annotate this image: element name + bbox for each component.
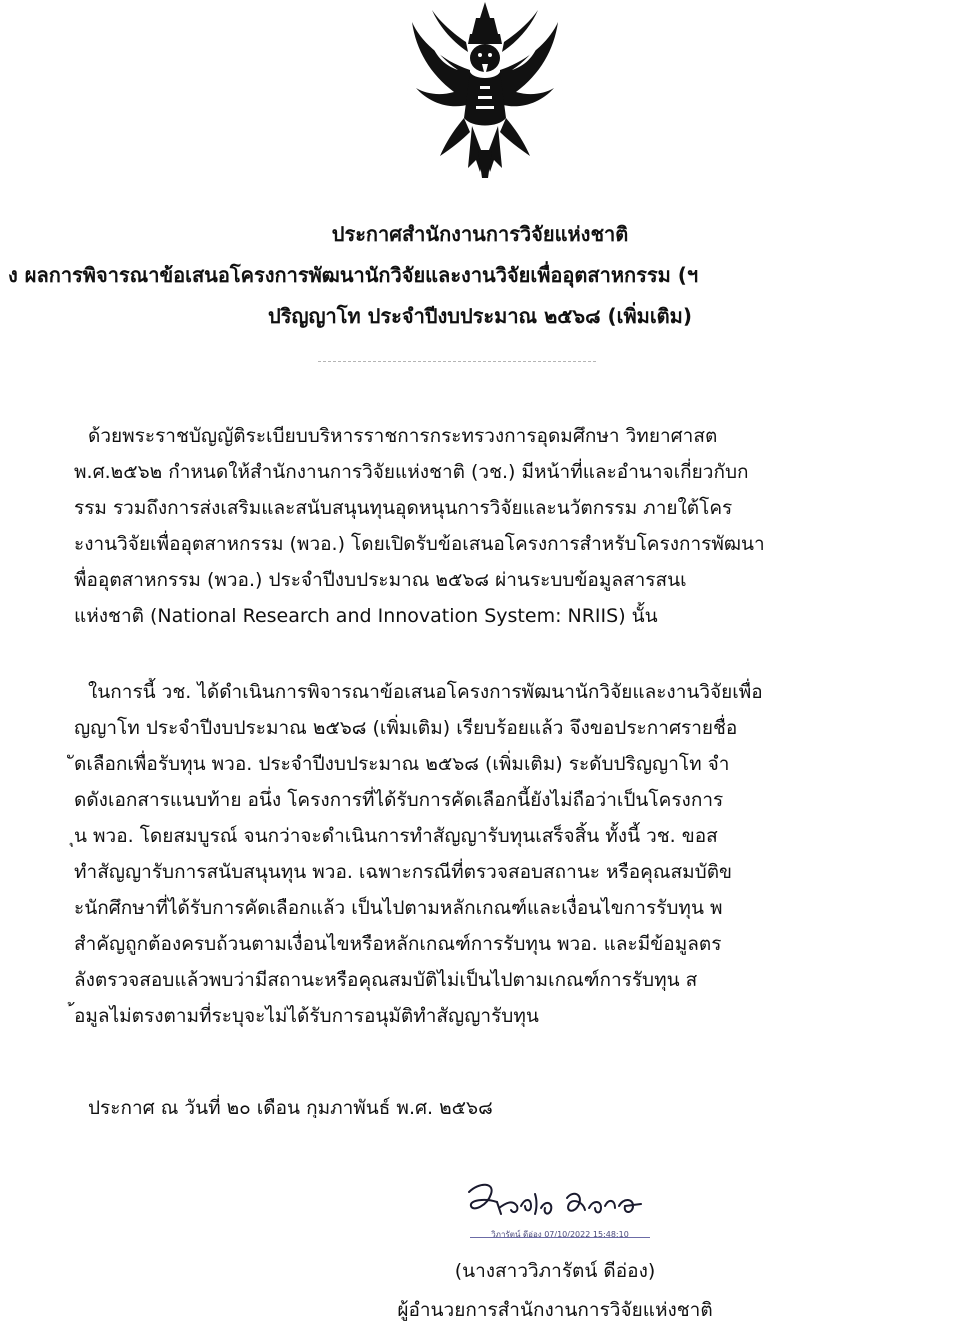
paragraph1-line: พื่ออุตสาหกรรม (พวอ.) ประจำปีงบประมาณ ๒๕๖๘ ผ่านระบบข้อมูลสารสนเ (74, 569, 687, 591)
paragraph1-line: รรม รวมถึงการส่งเสริมและสนับสนุนทุนอุดหนุนการวิจัยและนวัตกรรม ภายใต้โคร (74, 497, 733, 519)
handwritten-signature (455, 1172, 655, 1232)
paragraph2-line: ในการนี้ วช. ได้ดำเนินการพิจารณาข้อเสนอโครงการพัฒนานักวิจัยและงานวิจัยเพื่อ (88, 681, 763, 703)
title-line-1: ประกาศสำนักงานการวิจัยแห่งชาติ (331, 222, 629, 246)
signer-name: (นางสาววิภารัตน์ ดีอ่อง) (454, 1260, 656, 1282)
signer-position: ผู้อำนวยการสำนักงานการวิจัยแห่งชาติ (397, 1299, 713, 1321)
garuda-emblem-icon (410, 0, 560, 180)
signature-caption: วิภารัตน์ ดีอ่อง 07/10/2022 15:48:10 (491, 1230, 629, 1239)
paragraph1-line: ะงานวิจัยเพื่ออุตสาหกรรม (พวอ.) โดยเปิดรับข้อเสนอโครงการสำหรับโครงการพัฒนา (74, 533, 765, 555)
paragraph2-line: ้อมูลไม่ตรงตามที่ระบุจะไม่ได้รับการอนุมัติทำสัญญารับทุน (74, 1005, 539, 1027)
paragraph2-line: ะนักศึกษาที่ได้รับการคัดเลือกแล้ว เป็นไปตามหลักเกณฑ์และเงื่อนไขการรับทุน พ (74, 897, 723, 919)
paragraph2-line: ัดเลือกเพื่อรับทุน พวอ. ประจำปีงบประมาณ ๒๕๖๘ (เพิ่มเติม) ระดับปริญญาโท จำ (74, 753, 730, 775)
paragraph2-line: ุน พวอ. โดยสมบูรณ์ จนกว่าจะดำเนินการทำสัญญารับทุนเสร็จสิ้น ทั้งนี้ วช. ขอส (74, 825, 718, 847)
paragraph1-line: ด้วยพระราชบัญญัติระเบียบบริหารราชการกระทรวงการอุดมศึกษา วิทยาศาสต (88, 425, 718, 447)
title-divider (318, 361, 596, 362)
title-line-3: ปริญญาโท ประจำปีงบประมาณ ๒๕๖๘ (เพิ่มเติม) (268, 304, 692, 328)
paragraph2-line: ลังตรวจสอบแล้วพบว่ามีสถานะหรือคุณสมบัติไม่เป็นไปตามเกณฑ์การรับทุน ส (74, 969, 698, 991)
paragraph2-line: ทำสัญญารับการสนับสนุนทุน พวอ. เฉพาะกรณีที่ตรวจสอบสถานะ หรือคุณสมบัติข (74, 861, 733, 883)
paragraph2-line: สำคัญถูกต้องครบถ้วนตามเงื่อนไขหรือหลักเกณฑ์การรับทุน พวอ. และมีข้อมูลตร (74, 933, 722, 955)
title-line-2: ง ผลการพิจารณาข้อเสนอโครงการพัฒนานักวิจัยและงานวิจัยเพื่ออุตสาหกรรม (ฯ (8, 263, 699, 287)
paragraph2-line: ดดังเอกสารแนบท้าย อนึ่ง โครงการที่ได้รับการคัดเลือกนี้ยังไม่ถือว่าเป็นโครงการ (74, 789, 724, 811)
paragraph1-line: แห่งชาติ (National Research and Innovation System: NRIIS) นั้น (74, 605, 658, 627)
signature-underline (470, 1236, 650, 1239)
document-body (0, 418, 860, 1118)
announce-date: ประกาศ ณ วันที่ ๒๐ เดือน กุมภาพันธ์ พ.ศ. ๒๕๖๘ (88, 1097, 493, 1118)
paragraph2-line: ญญาโท ประจำปีงบประมาณ ๒๕๖๘ (เพิ่มเติม) เรียบร้อยแล้ว จึงขอประกาศรายชื่อ (74, 717, 738, 739)
paragraph1-line: พ.ศ.๒๕๖๒ กำหนดให้สำนักงานการวิจัยแห่งชาติ (วช.) มีหน้าที่และอำนาจเกี่ยวกับก (74, 461, 749, 483)
